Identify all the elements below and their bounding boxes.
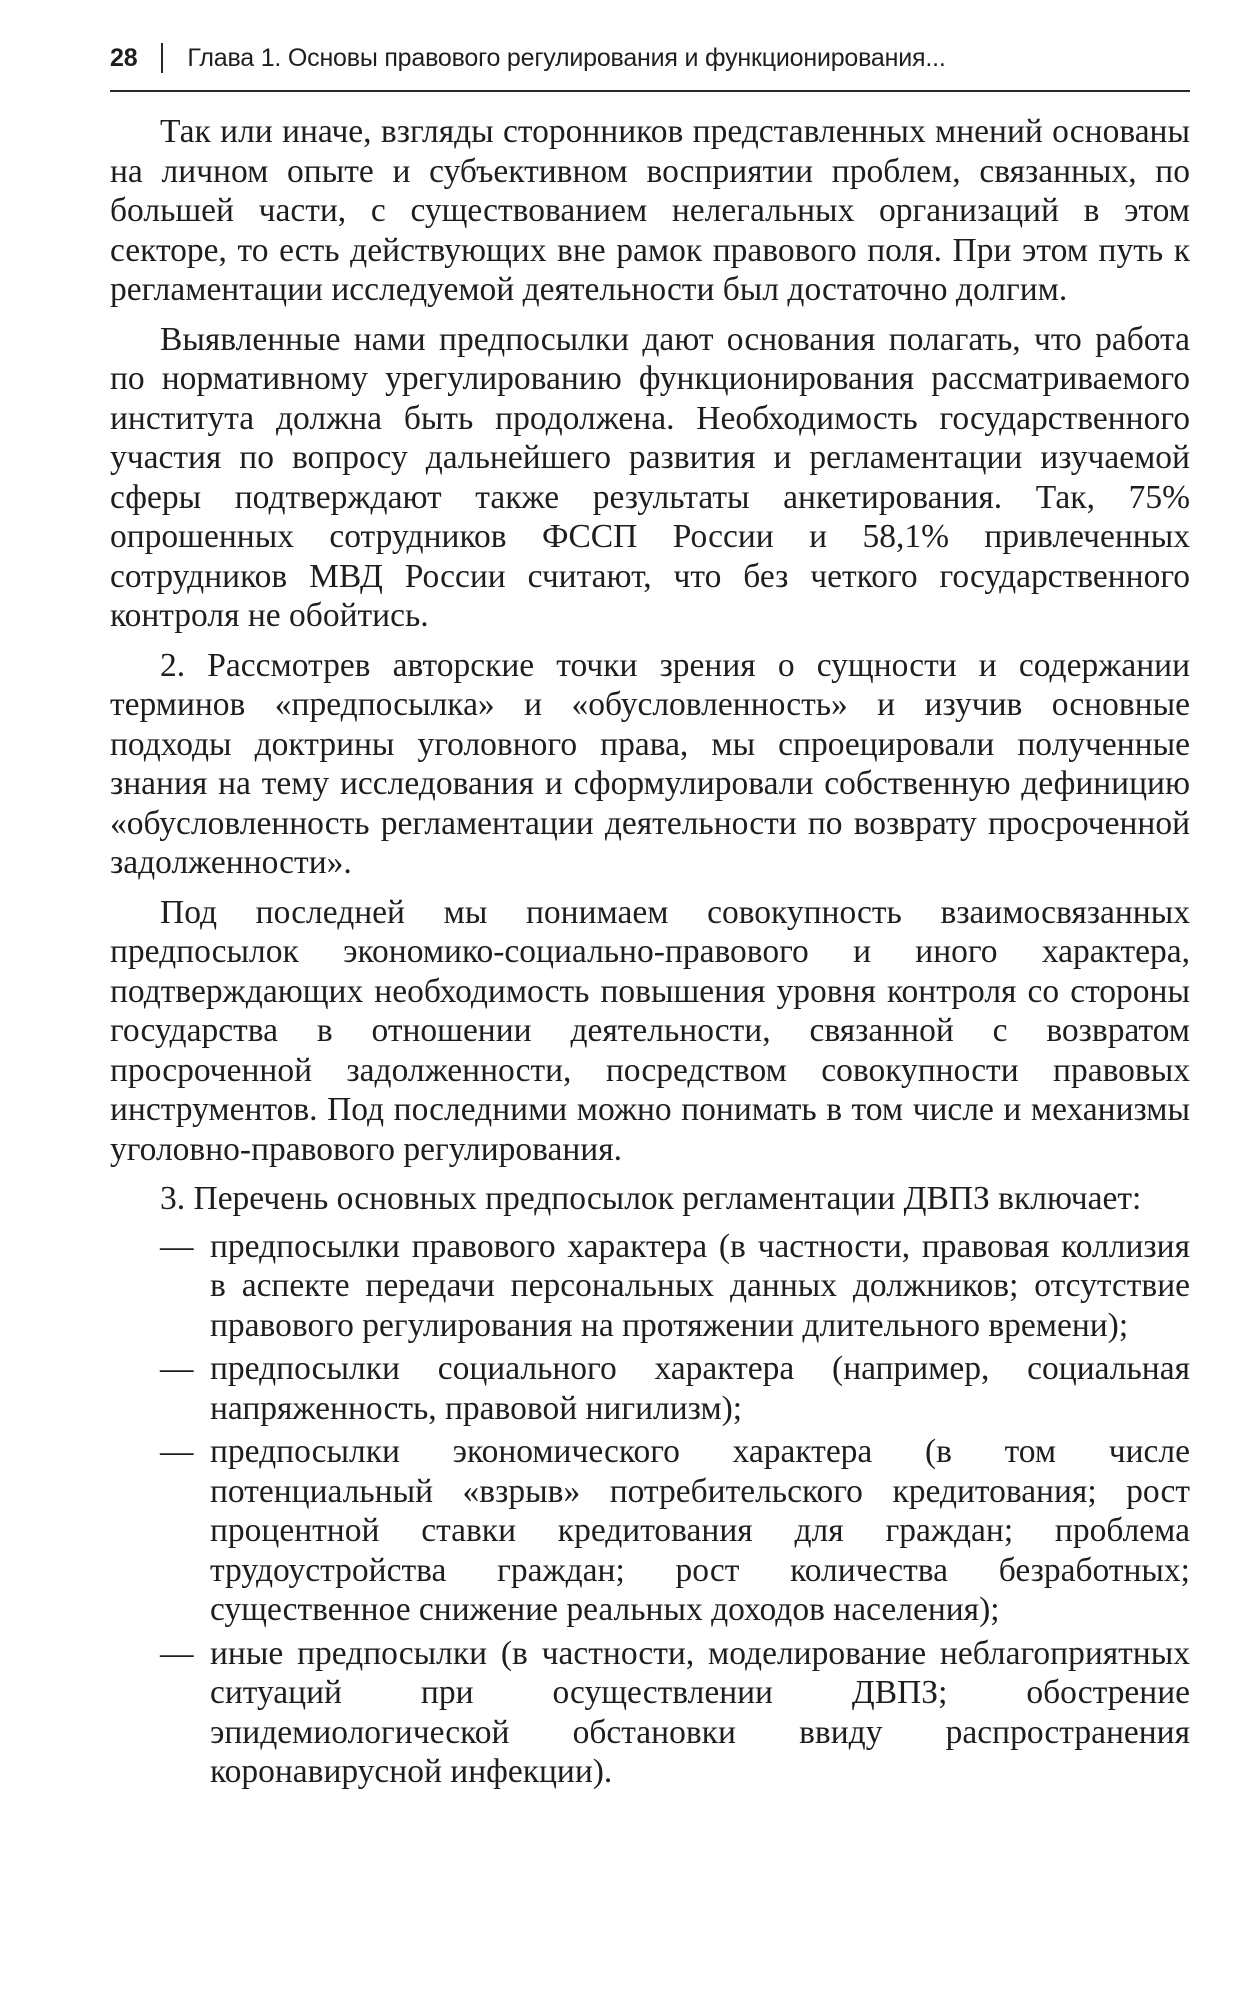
running-header (110, 40, 1190, 92)
paragraph: Выявленные нами предпосылки дают основания полагать, что работа по нормативному урегулированию функционирования рассматриваемого института должна быть продолжена. Необходимость государственного участия по вопросу дальнейшего развития и регламентации изучаемой сферы подтверждают также результаты анкетирования. Так, 75% опрошенных сотрудников ФССП России и 58,1% привлеченных сотрудников МВД России считают, что без четкого государственного контроля не обойтись. (110, 320, 1190, 634)
body-text (110, 112, 1190, 1792)
list-item-text: иные предпосылки (в частности, моделирование неблагоприятных ситуаций при осуществлении ДВПЗ; обострение эпидемиологической обстановки ввиду распространения коронавирусной инфекции). (210, 1634, 1190, 1790)
chapter-title: Глава 1. Основы правового регулирования и функционирования... (187, 44, 946, 72)
paragraph: Под последней мы понимаем совокупность взаимосвязанных предпосылок экономико-социально-правового и иного характера, подтверждающих необходимость повышения уровня контроля со стороны государства в отношении деятельности, связанной с возвратом просроченной задолженности, посредством совокупности правовых инструментов. Под последними можно понимать в том числе и механизмы уголовно-правового регулирования. (110, 893, 1190, 1168)
list-item (110, 1227, 1190, 1346)
paragraph: Так или иначе, взгляды сторонников представленных мнений основаны на личном опыте и субъективном восприятии проблем, связанных, по большей части, с существованием нелегальных организаций в этом секторе, то есть действующих вне рамок правового поля. При этом путь к регламентации исследуемой деятельности был достаточно долгим. (110, 113, 1190, 308)
list-item (110, 1634, 1190, 1792)
list-item (110, 1349, 1190, 1428)
paragraph: 3. Перечень основных предпосылок регламентации ДВПЗ включает: (160, 1180, 1142, 1217)
list-item-text: предпосылки социального характера (например, социальная напряженность, правовой нигилизм); (210, 1350, 1190, 1427)
book-page (110, 40, 1190, 1792)
list-dash: — (160, 1433, 194, 1470)
page-number: 28 (110, 44, 138, 72)
list-item (110, 1432, 1190, 1630)
list-dash: — (160, 1227, 194, 1265)
paragraph: 2. Рассмотрев авторские точки зрения о сущности и содержании терминов «предпосылка» и «обусловленность» и изучив основные подходы доктрины уголовного права, мы спроецировали полученные знания на тему исследования и сформулировали собственную дефиницию «обусловленность регламентации деятельности по возврату просроченной задолженности». (110, 646, 1190, 881)
list-item-text: предпосылки правового характера (в частности, правовая коллизия в аспекте передачи персональных данных должников; отсутствие правового регулирования на протяжении длительного времени); (210, 1227, 1190, 1344)
list-item-text: предпосылки экономического характера (в том числе потенциальный «взрыв» потребительского кредитования; рост процентной ставки кредитования для граждан; проблема трудоустройства граждан; рост количества безработных; существенное снижение реальных доходов населения); (210, 1433, 1190, 1628)
list-dash: — (160, 1350, 194, 1387)
list-dash: — (160, 1634, 194, 1672)
prerequisites-list (110, 1227, 1190, 1792)
header-separator (161, 43, 163, 73)
